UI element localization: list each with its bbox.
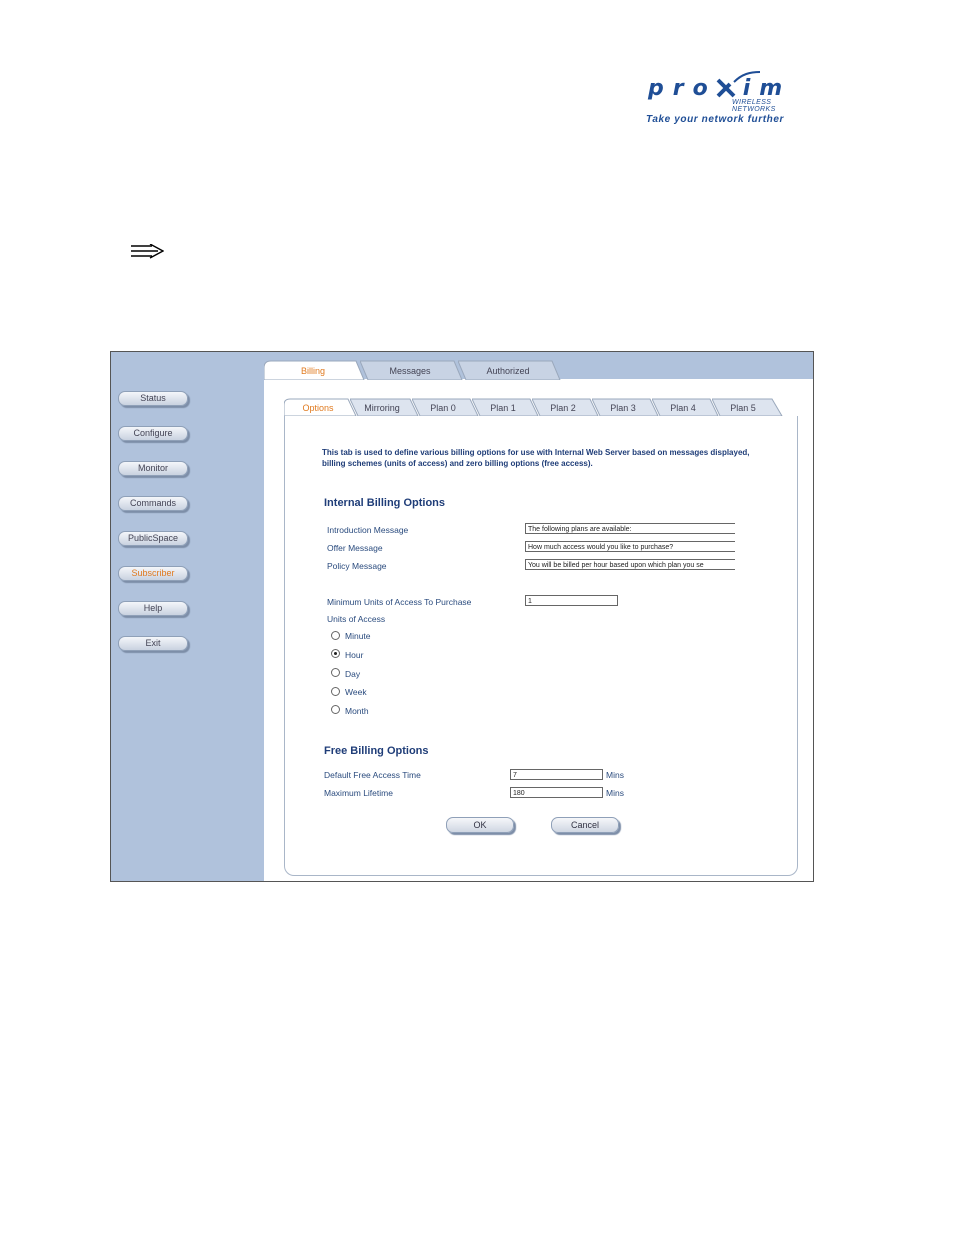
tab-messages[interactable]: Messages	[360, 360, 460, 380]
default-free-time-unit: Mins	[606, 770, 624, 780]
radio-day[interactable]	[331, 668, 340, 677]
free-billing-title: Free Billing Options	[324, 745, 429, 757]
nav-help-button[interactable]: Help	[118, 601, 188, 616]
tab-billing[interactable]: Billing	[264, 360, 362, 380]
default-free-time-input[interactable]: 7	[510, 769, 603, 780]
nav-monitor-button[interactable]: Monitor	[118, 461, 188, 476]
max-lifetime-input[interactable]: 180	[510, 787, 603, 798]
subtab-plan-1[interactable]: Plan 1	[472, 398, 534, 416]
subtab-plan-3[interactable]: Plan 3	[592, 398, 654, 416]
note-icon	[130, 244, 164, 260]
logo-wordmark: pro im	[648, 76, 792, 101]
internal-billing-title: Internal Billing Options	[324, 497, 445, 509]
admin-screenshot	[110, 351, 814, 882]
nav-status-button[interactable]: Status	[118, 391, 188, 406]
options-panel	[284, 416, 798, 876]
radio-month-label: Month	[345, 706, 369, 716]
radio-minute-label: Minute	[345, 631, 371, 641]
subtab-mirroring[interactable]: Mirroring	[350, 398, 414, 416]
radio-week[interactable]	[331, 687, 340, 696]
main-area	[264, 352, 813, 881]
max-lifetime-label: Maximum Lifetime	[324, 788, 393, 798]
max-lifetime-unit: Mins	[606, 788, 624, 798]
default-free-time-label: Default Free Access Time	[324, 770, 421, 780]
subtab-plan-4[interactable]: Plan 4	[652, 398, 714, 416]
nav-exit-button[interactable]: Exit	[118, 636, 188, 651]
tab-authorized[interactable]: Authorized	[458, 360, 558, 380]
sidebar	[111, 352, 264, 881]
radio-minute[interactable]	[331, 631, 340, 640]
nav-commands-button[interactable]: Commands	[118, 496, 188, 511]
radio-month[interactable]	[331, 705, 340, 714]
radio-hour-label: Hour	[345, 650, 364, 660]
options-description: This tab is used to define various billing options for use with Internal Web Server based on messages displayed, billing schemes (units of access) and zero billing options (free access).	[322, 448, 750, 468]
subtab-plan-2[interactable]: Plan 2	[532, 398, 594, 416]
radio-day-label: Day	[345, 669, 361, 679]
radio-hour[interactable]	[331, 649, 340, 658]
cancel-button[interactable]: Cancel	[551, 817, 619, 833]
intro-message-input[interactable]: The following plans are available:	[525, 523, 735, 534]
min-units-label: Minimum Units of Access To Purchase	[327, 597, 472, 607]
nav-configure-button[interactable]: Configure	[118, 426, 188, 441]
offer-message-label: Offer Message	[327, 543, 383, 553]
intro-message-label: Introduction Message	[327, 525, 409, 535]
nav-subscriber-button[interactable]: Subscriber	[118, 566, 188, 581]
subtab-plan-0[interactable]: Plan 0	[412, 398, 474, 416]
policy-message-input[interactable]: You will be billed per hour based upon which plan you se	[525, 559, 735, 570]
logo-tagline: Take your network further	[646, 114, 784, 125]
logo-subtitle: WIRELESS NETWORKS	[732, 99, 776, 113]
subtab-plan-5[interactable]: Plan 5	[712, 398, 774, 416]
nav-publicspace-button[interactable]: PublicSpace	[118, 531, 188, 546]
radio-week-label: Week	[345, 687, 367, 697]
subtab-options[interactable]: Options	[284, 398, 352, 416]
proxim-logo	[640, 70, 810, 132]
offer-message-input[interactable]: How much access would you like to purchase?	[525, 541, 735, 552]
ok-button[interactable]: OK	[446, 817, 514, 833]
units-of-access-label: Units of Access	[327, 614, 386, 624]
policy-message-label: Policy Message	[327, 561, 387, 571]
min-units-input[interactable]: 1	[525, 595, 618, 606]
